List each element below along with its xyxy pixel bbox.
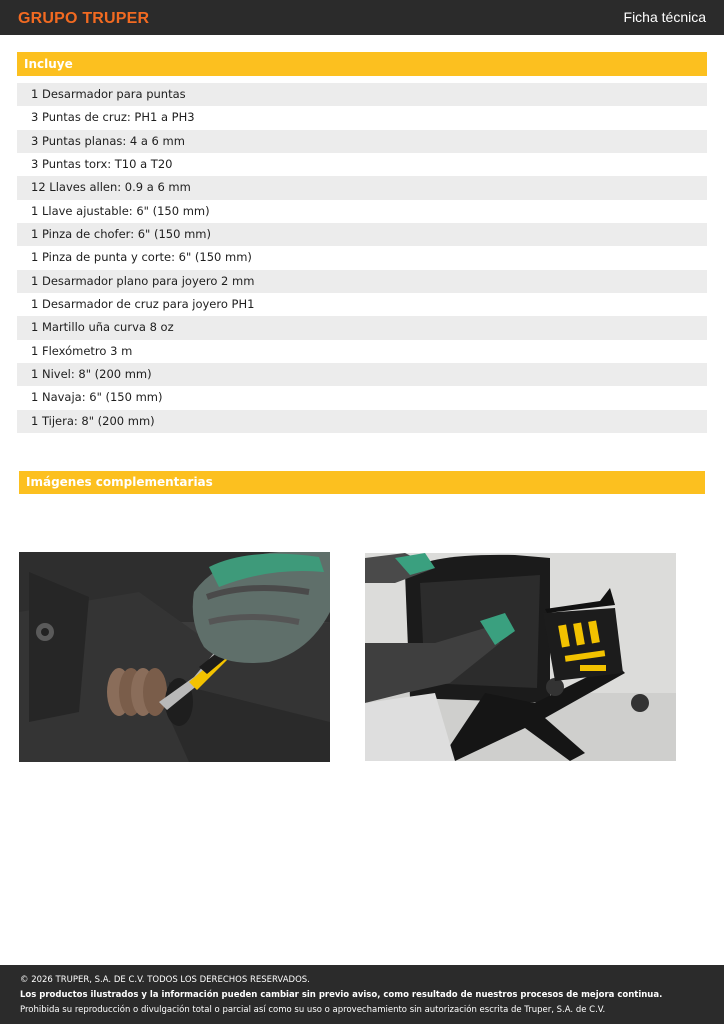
footer [0, 965, 724, 1024]
list-item: 1 Llave ajustable: 6" (150 mm) [17, 200, 707, 223]
list-item: 12 Llaves allen: 0.9 a 6 mm [17, 176, 707, 199]
complementary-images-title: Imágenes complementarias [26, 475, 213, 489]
list-item: 1 Pinza de chofer: 6" (150 mm) [17, 223, 707, 246]
list-item: 1 Desarmador de cruz para joyero PH1 [17, 293, 707, 316]
list-item: 1 Flexómetro 3 m [17, 340, 707, 363]
kit-photo-illustration [365, 553, 676, 761]
reproduction-notice: Prohibida su reproducción o divulgación total o parcial así como su uso o aprovechamiento sin autorización escrita de Truper, S.A. de C.V. [20, 1005, 606, 1015]
list-item: 1 Pinza de punta y corte: 6" (150 mm) [17, 246, 707, 269]
list-item: 1 Navaja: 6" (150 mm) [17, 386, 707, 409]
photo-wrench-on-chair [19, 552, 330, 762]
includes-list [17, 83, 707, 433]
complementary-images-header [19, 471, 705, 494]
list-item: 3 Puntas torx: T10 a T20 [17, 153, 707, 176]
truper-logo: GRUPO TRUPER [18, 10, 150, 27]
list-item: 1 Tijera: 8" (200 mm) [17, 410, 707, 433]
document-type-label: Ficha técnica [623, 9, 706, 25]
list-item: 3 Puntas planas: 4 a 6 mm [17, 130, 707, 153]
list-item: 1 Desarmador para puntas [17, 83, 707, 106]
includes-section-header [17, 52, 707, 76]
list-item: 1 Desarmador plano para joyero 2 mm [17, 270, 707, 293]
wrench-photo-illustration [19, 552, 330, 762]
list-item: 3 Puntas de cruz: PH1 a PH3 [17, 106, 707, 129]
list-item: 1 Nivel: 8" (200 mm) [17, 363, 707, 386]
list-item: 1 Martillo uña curva 8 oz [17, 316, 707, 339]
header-bar [0, 0, 724, 35]
copyright-text: © 2026 TRUPER, S.A. DE C.V. TODOS LOS DERECHOS RESERVADOS. [20, 975, 310, 985]
photo-chair-assembly-with-kit [365, 553, 676, 761]
includes-title: Incluye [24, 57, 73, 71]
disclaimer-text: Los productos ilustrados y la información pueden cambiar sin previo aviso, como resultado de nuestros procesos de mejora continua. [20, 990, 663, 1000]
